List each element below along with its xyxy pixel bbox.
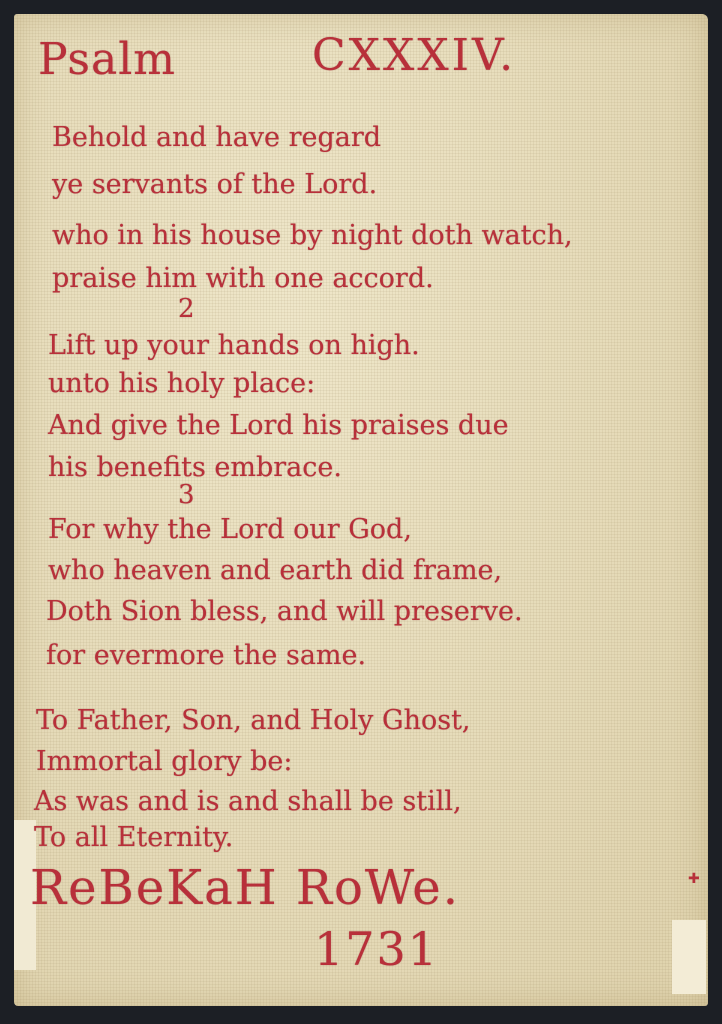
verse-line: Doth Sion bless, and will preserve. [46, 596, 523, 627]
doxology-line: As was and is and shall be still, [34, 786, 462, 817]
cross-stitch-mark-icon: ✚ [688, 871, 700, 887]
doxology-line: Immortal glory be: [36, 746, 293, 777]
verse-line: ye servants of the Lord. [52, 169, 378, 200]
verse-number: 2 [178, 294, 195, 324]
maker-signature: ReBeKaH RoWe. [30, 860, 460, 916]
doxology-line: To Father, Son, and Holy Ghost, [36, 705, 471, 736]
verse-line: unto his holy place: [48, 368, 316, 399]
verse-number: 3 [178, 480, 195, 510]
psalm-number: CXXXIV. [312, 30, 517, 81]
frayed-corner-right [672, 920, 706, 994]
verse-line: For why the Lord our God, [48, 514, 412, 545]
verse-line: Behold and have regard [52, 122, 382, 153]
verse-line: who heaven and earth did frame, [48, 555, 503, 586]
verse-line: for evermore the same. [46, 640, 367, 671]
verse-line: Lift up your hands on high. [48, 330, 420, 361]
verse-line: his benefits embrace. [48, 452, 342, 483]
verse-line: who in his house by night doth watch, [52, 220, 573, 251]
psalm-title: Psalm [38, 34, 177, 85]
verse-line: And give the Lord his praises due [48, 410, 509, 441]
year-stitched: 1731 [314, 922, 440, 976]
linen-sampler [14, 14, 708, 1006]
doxology-line: To all Eternity. [34, 822, 234, 853]
verse-line: praise him with one accord. [52, 263, 434, 294]
